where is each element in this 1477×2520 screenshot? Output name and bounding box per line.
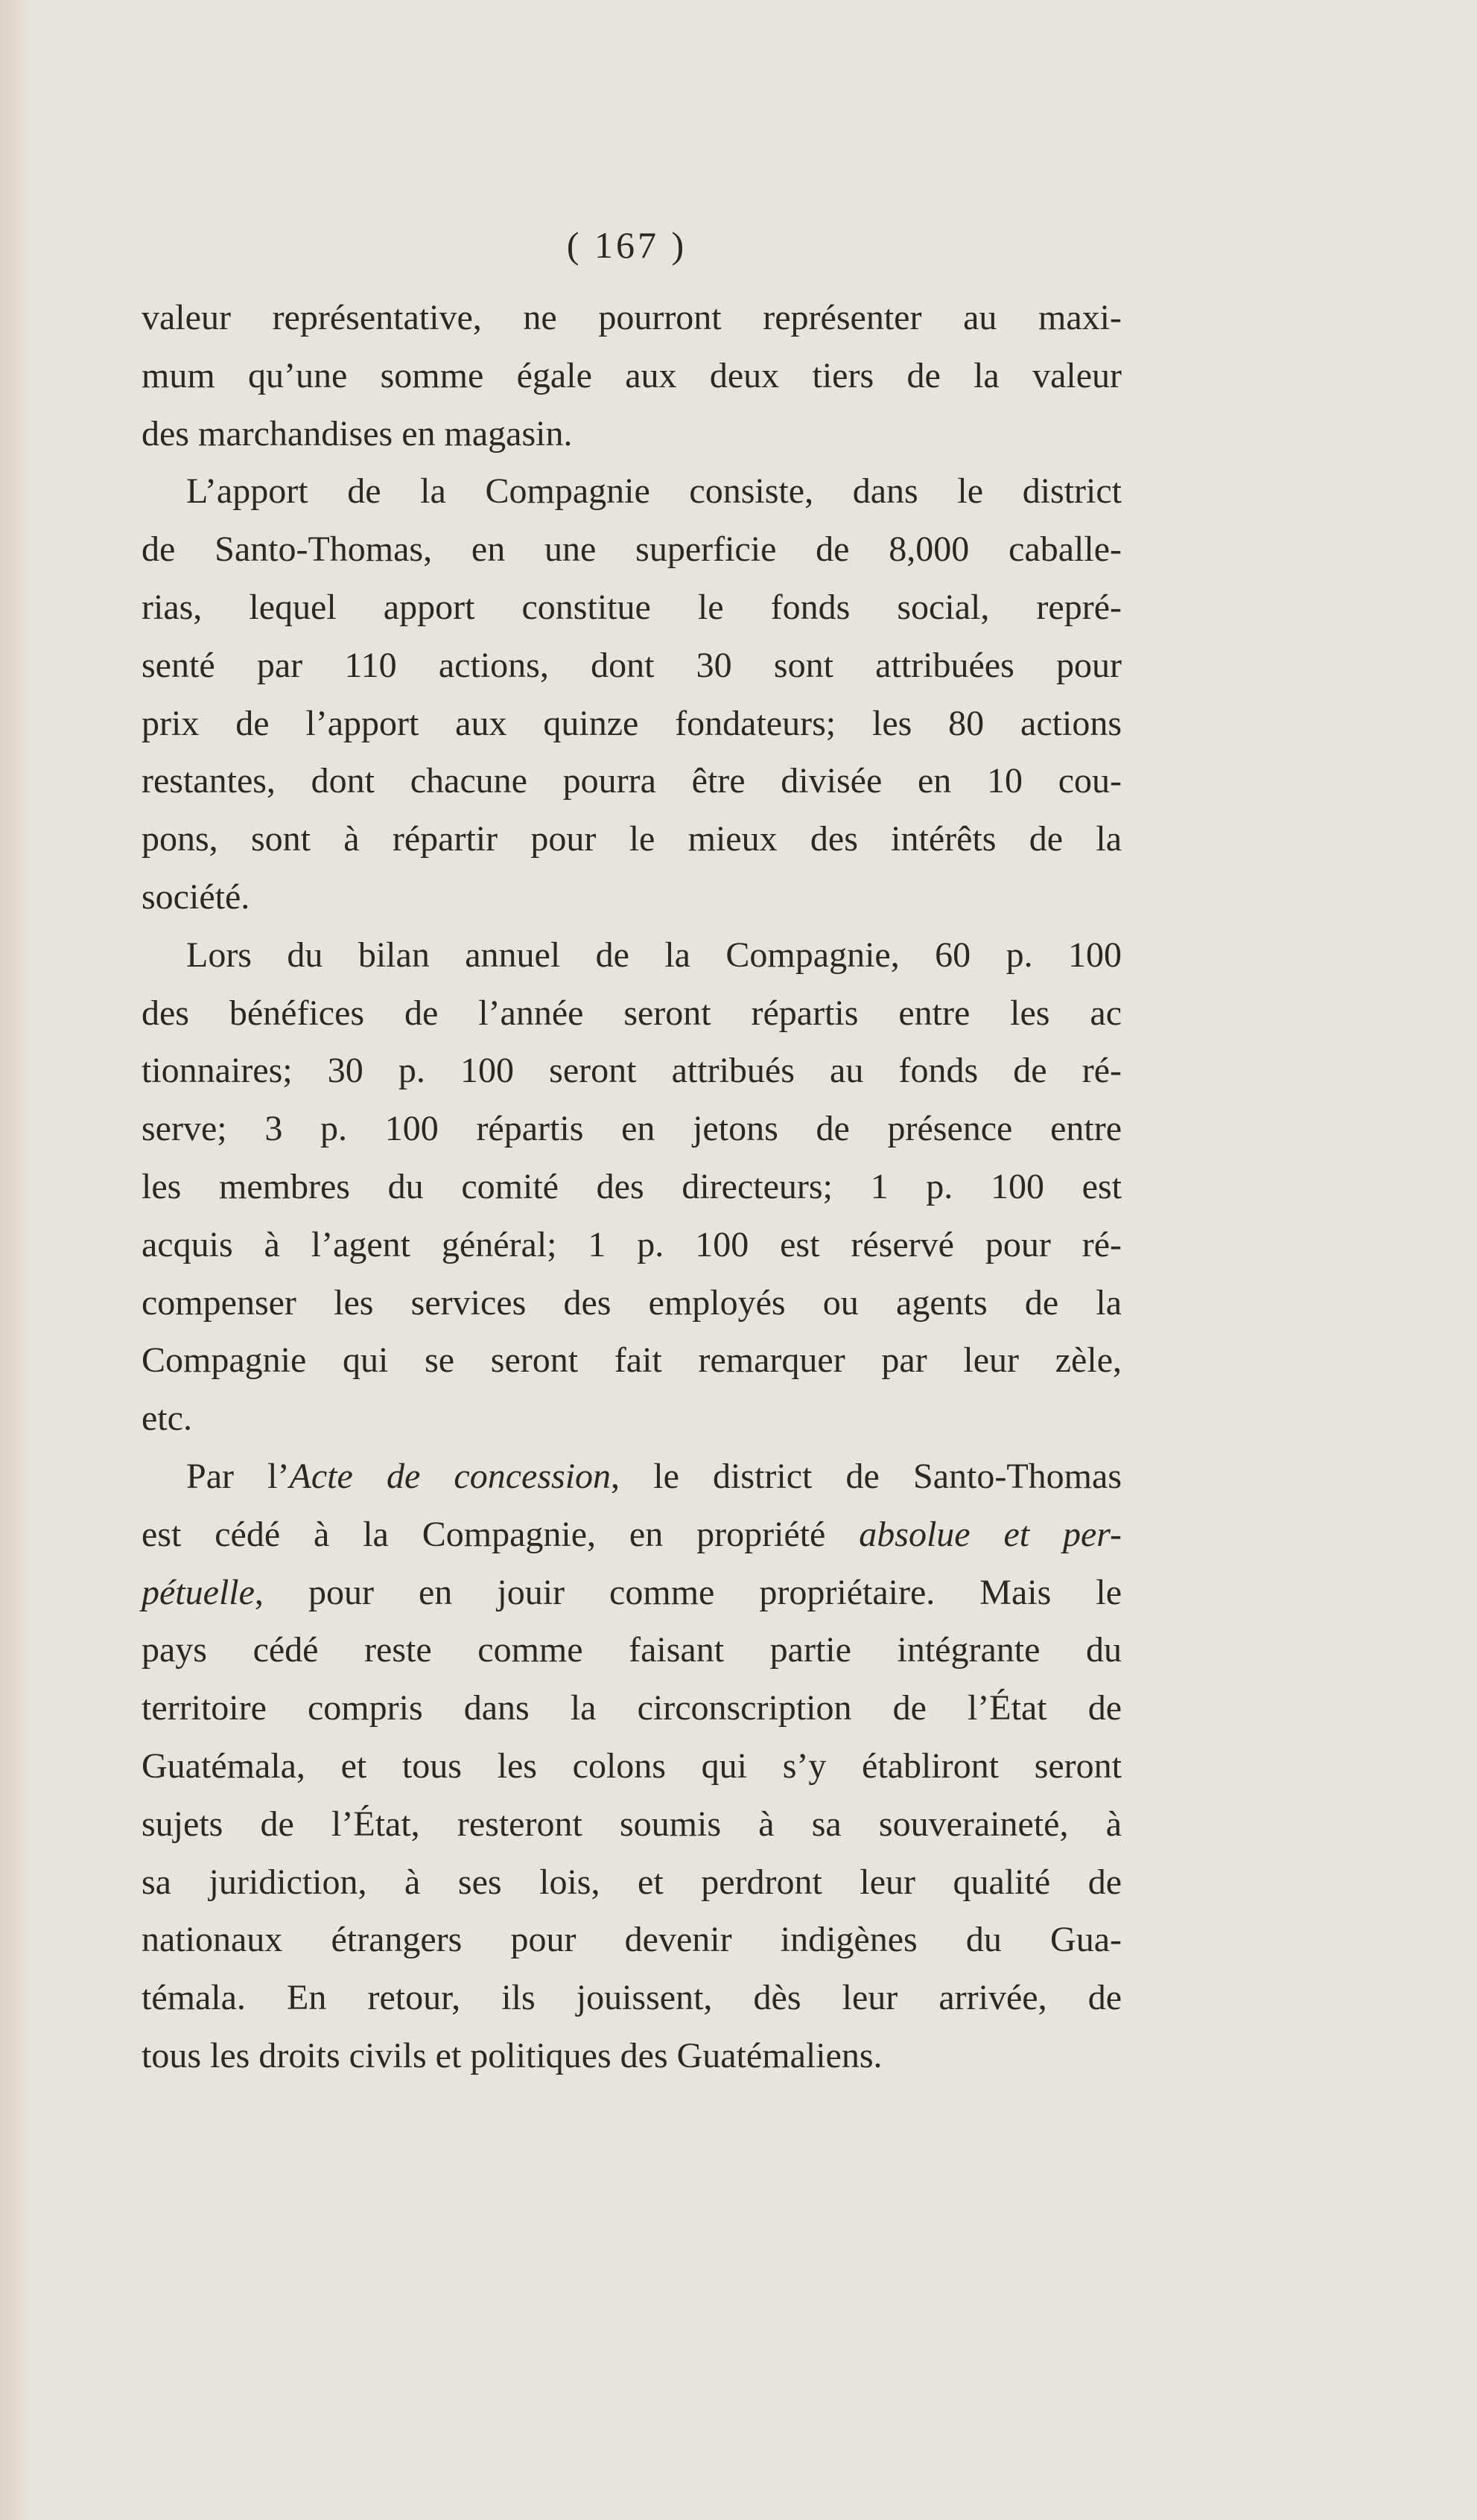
text-line: senté par 110 actions, dont 30 sont attribuées pour bbox=[142, 645, 1122, 685]
page-edge-shadow bbox=[0, 0, 30, 2520]
text-line: Lors du bilan annuel de la Compagnie, 60 p. 100 bbox=[186, 935, 1122, 975]
text-line: Compagnie qui se seront fait remarquer par leur zèle, bbox=[142, 1340, 1122, 1381]
text-line: restantes, dont chacune pourra être divisée en 10 cou- bbox=[142, 761, 1122, 801]
body-text bbox=[142, 289, 1122, 2085]
text-line: sujets de l’État, resteront soumis à sa souveraineté, à bbox=[142, 1804, 1122, 1844]
text-line: valeur représentative, ne pourront représenter au maxi- bbox=[142, 298, 1122, 337]
text-line: rias, lequel apport constitue le fonds social, repré- bbox=[142, 587, 1122, 627]
text-line: de Santo-Thomas, en une superficie de 8,000 caballe- bbox=[142, 529, 1122, 570]
text-line: nationaux étrangers pour devenir indigènes du Gua- bbox=[142, 1920, 1122, 1960]
text-line: acquis à l’agent général; 1 p. 100 est réservé pour ré- bbox=[142, 1224, 1122, 1264]
italic-text: pétuelle bbox=[142, 1572, 255, 1612]
text-line: serve; 3 p. 100 répartis en jetons de présence entre bbox=[142, 1109, 1122, 1149]
italic-text: Acte de concession bbox=[289, 1456, 612, 1496]
text-line bbox=[142, 1448, 1122, 1506]
text-line: compenser les services des employés ou agents de la bbox=[142, 1282, 1122, 1323]
text-segment: est cédé à la Compagnie, en propriété bbox=[142, 1514, 860, 1554]
text-line: Guatémala, et tous les colons qui s’y établiront seront bbox=[142, 1746, 1122, 1786]
text-line: etc. bbox=[142, 1399, 192, 1439]
text-line: mum qu’une somme égale aux deux tiers de la valeur bbox=[142, 355, 1122, 395]
text-line: pays cédé reste comme faisant partie intégrante du bbox=[142, 1630, 1122, 1670]
text-segment: , le district de Santo-Thomas bbox=[611, 1456, 1122, 1496]
text-line: L’apport de la Compagnie consiste, dans le district bbox=[186, 471, 1122, 512]
text-line: des marchandises en magasin. bbox=[142, 413, 573, 454]
page-number bbox=[0, 223, 1477, 267]
text-line bbox=[142, 1506, 1122, 1564]
text-line: territoire compris dans la circonscription de l’État de bbox=[142, 1688, 1122, 1728]
text-segment: Par l’ bbox=[186, 1456, 290, 1496]
italic-text: absolue et per- bbox=[859, 1514, 1122, 1554]
text-line: société. bbox=[142, 876, 250, 917]
text-line: tionnaires; 30 p. 100 seront attribués au fonds de ré- bbox=[142, 1051, 1122, 1091]
text-line: tous les droits civils et politiques des Guatémaliens. bbox=[142, 2035, 883, 2075]
text-line: des bénéfices de l’année seront répartis entre les ac bbox=[142, 993, 1122, 1033]
text-line: prix de l’apport aux quinze fondateurs; les 80 actions bbox=[142, 703, 1122, 743]
text-line: pons, sont à répartir pour le mieux des intérêts de la bbox=[142, 819, 1122, 859]
text-line: les membres du comité des directeurs; 1 p. 100 est bbox=[142, 1166, 1122, 1206]
text-line bbox=[142, 1564, 1122, 1622]
page-number-text: ( 167 ) bbox=[566, 224, 687, 266]
text-segment: , pour en jouir comme propriétaire. Mais le bbox=[254, 1572, 1122, 1612]
text-line: sa juridiction, à ses lois, et perdront leur qualité de bbox=[142, 1862, 1122, 1902]
text-line: témala. En retour, ils jouissent, dès leur arrivée, de bbox=[142, 1978, 1122, 2018]
